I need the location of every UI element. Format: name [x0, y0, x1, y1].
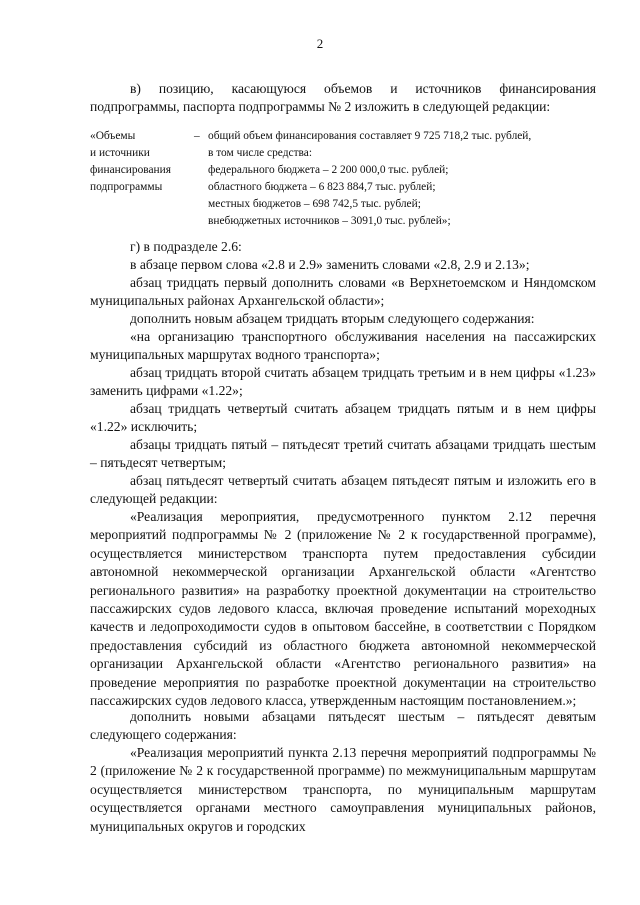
paragraph: «Реализация мероприятий пункта 2.13 перечня мероприятий подпрограммы № 2 (приложение № 2 к государственной программе) по межмуниципальным маршрутам осуществляется министерством транспорта, по муниципальным маршрутам осуществляется органами местного самоуправления муниципальных районов, муниципальных округов и городских	[90, 745, 596, 834]
paragraph-v: в) позицию, касающуюся объемов и источников финансирования подпрограммы, паспорта подпрограммы № 2 изложить в следующей редакции:	[90, 81, 596, 115]
paragraph: в абзаце первом слова «2.8 и 2.9» заменить словами «2.8, 2.9 и 2.13»;	[130, 257, 530, 272]
paragraph: абзац тридцать первый дополнить словами «в Верхнетоемском и Няндомском муниципальных районах Архангельской области»;	[90, 275, 596, 309]
paragraph: дополнить новыми абзацами пятьдесят шестым – пятьдесят девятым следующего содержания:	[90, 709, 596, 743]
table-value-line: областного бюджета – 6 823 884,7 тыс. рублей;	[208, 181, 436, 193]
table-dash: –	[194, 130, 200, 142]
paragraph: «Реализация мероприятия, предусмотренного пунктом 2.12 перечня мероприятий подпрограммы № 2 (приложение № 2 к государственной программе), осуществляется министерством транспорта путем предоставления субсидии автономной некоммерческой организации Архангельской области «Агентство регионального развития» на разработку проектной документации на строительство пассажирских судов ледового класса, включая проведение испытаний мореходных качеств и ледопроходимости судов в опытовом бассейне, в соответствии с Порядком предоставления субсидий из областного бюджета автономной некоммерческой организации Архангельской области «Агентство регионального развития» на проведение мероприятия по разработке проектной документации на строительство пассажирских судов ледового класса, утвержденным настоящим постановлением.»;	[90, 509, 596, 709]
paragraph: абзацы тридцать пятый – пятьдесят третий считать абзацами тридцать шестым – пятьдесят четвертым;	[90, 437, 596, 471]
page-number: 2	[316, 36, 324, 51]
table-value-line: в том числе средства:	[208, 147, 312, 159]
table-value-column	[208, 128, 598, 230]
paragraph: г) в подразделе 2.6:	[130, 239, 242, 254]
table-value-line: федерального бюджета – 2 200 000,0 тыс. рублей;	[208, 164, 449, 176]
table-label-line: и источники	[90, 147, 150, 159]
table-value-line: местных бюджетов – 698 742,5 тыс. рублей;	[208, 198, 421, 210]
table-label-line: «Объемы	[90, 130, 136, 142]
table-label-line: подпрограммы	[90, 181, 163, 193]
table-value-line: общий объем финансирования составляет 9 725 718,2 тыс. рублей,	[208, 130, 532, 142]
table-label-column	[90, 128, 185, 196]
paragraph: абзац пятьдесят четвертый считать абзацем пятьдесят пятым и изложить его в следующей редакции:	[90, 473, 596, 507]
paragraph: дополнить новым абзацем тридцать вторым следующего содержания:	[130, 311, 535, 326]
paragraph: абзац тридцать второй считать абзацем тридцать третьим и в нем цифры «1.23» заменить цифрами «1.22»;	[90, 365, 596, 399]
paragraph: абзац тридцать четвертый считать абзацем тридцать пятым и в нем цифры «1.22» исключить;	[90, 401, 596, 435]
table-label-line: финансирования	[90, 164, 171, 176]
paragraph: «на организацию транспортного обслуживания населения на пассажирских муниципальных маршрутах водного транспорта»;	[90, 329, 596, 363]
table-value-line: внебюджетных источников – 3091,0 тыс. рублей»;	[208, 215, 451, 227]
